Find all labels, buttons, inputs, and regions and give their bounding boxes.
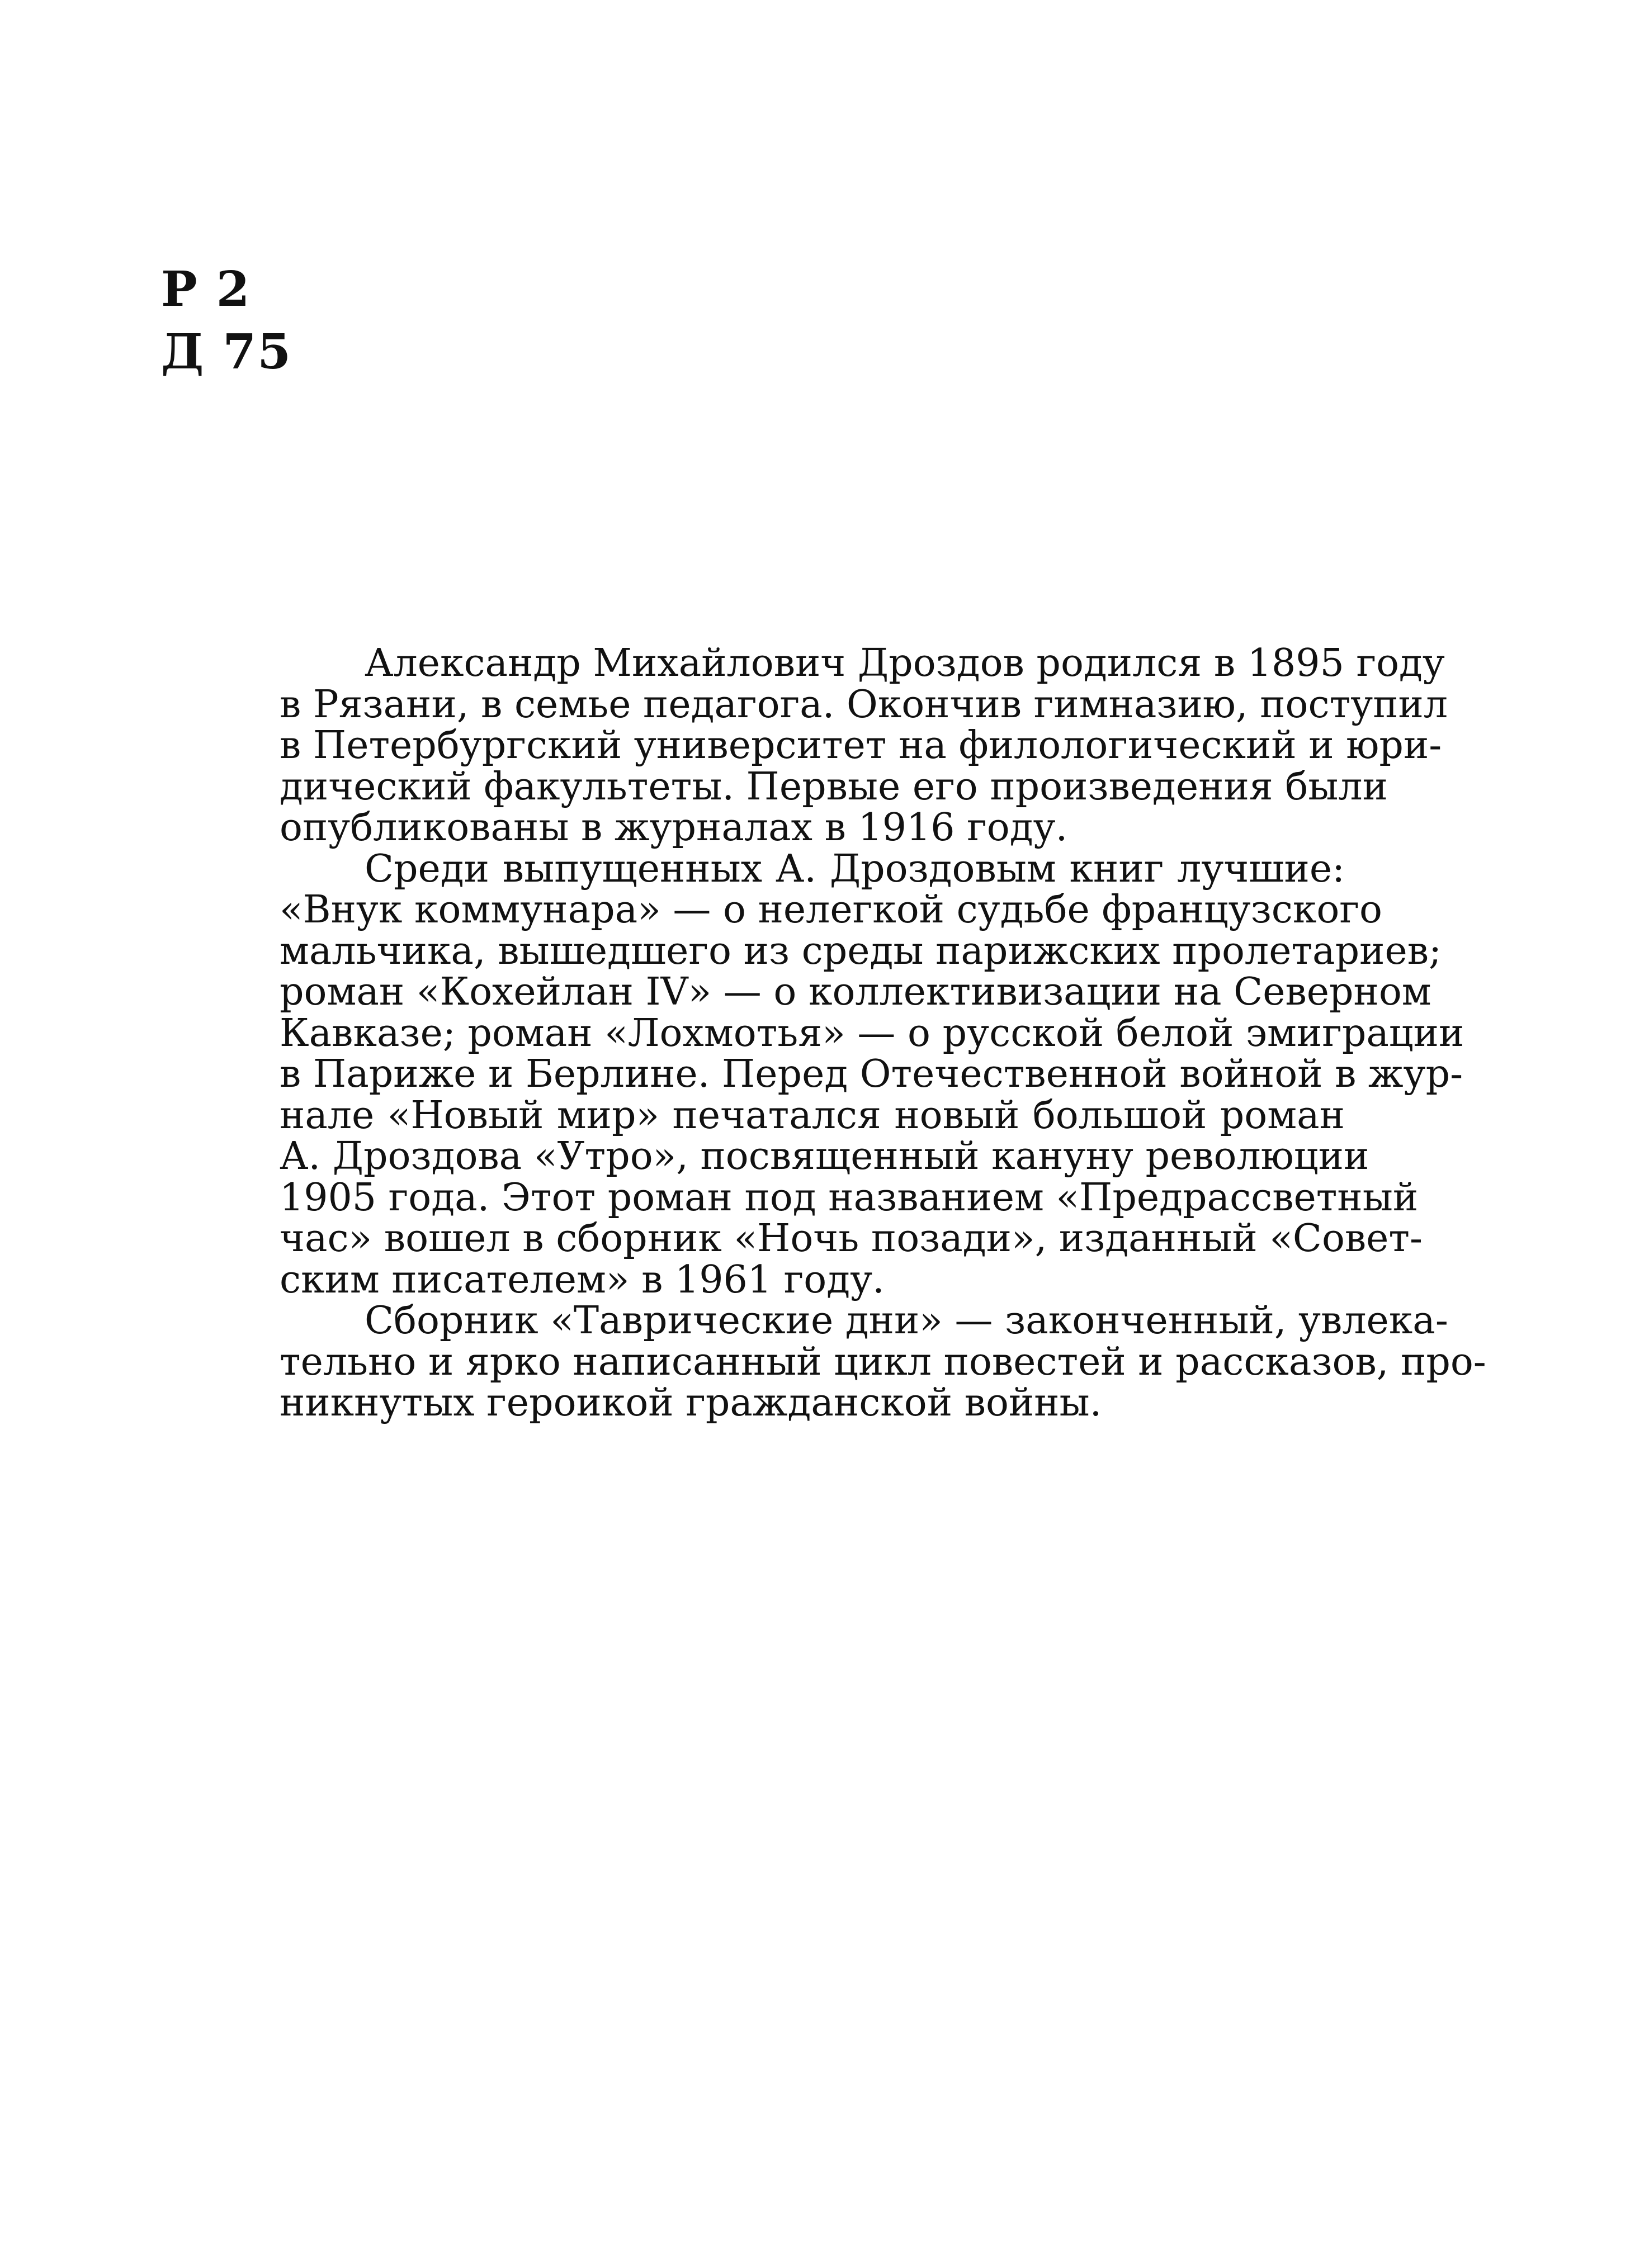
text-line: А. Дроздова «Утро», посвященный кануну революции [280,1134,1369,1178]
classification-code: Р 2 [161,261,251,318]
text-line: в Париже и Берлине. Перед Отечественной войной в жур- [280,1052,1463,1096]
paragraph-collection [280,1299,1486,1425]
text-line: дический факультеты. Первые его произведения были [280,764,1388,809]
author-annotation [280,641,1486,1425]
text-line: нале «Новый мир» печатался новый большой роман [280,1093,1345,1138]
text-line: Сборник «Таврические дни» — законченный, увлека- [365,1299,1448,1343]
text-line: Александр Михайлович Дроздов родился в 1895 году [365,641,1445,685]
paragraph-biography [280,641,1448,850]
library-classification-index [161,258,292,383]
text-line: мальчика, вышедшего из среды парижских пролетариев; [280,929,1442,973]
text-line: час» вошел в сборник «Ночь позади», изданный «Совет- [280,1216,1423,1261]
text-line: в Рязани, в семье педагога. Окончив гимназию, поступил [280,682,1448,727]
text-line: ским писателем» в 1961 году. [280,1257,885,1302]
text-line: Среди выпущенных А. Дроздовым книг лучшие: [365,846,1345,891]
text-line: 1905 года. Этот роман под названием «Предрассветный [280,1175,1419,1220]
author-mark: Д 75 [161,324,292,380]
paragraph-works [280,846,1464,1302]
text-line: в Петербургский университет на филологический и юри- [280,723,1442,768]
text-line: роман «Кохейлан IV» — о коллективизации на Северном [280,970,1431,1014]
text-line: Кавказе; роман «Лохмотья» — о русской белой эмиграции [280,1011,1464,1055]
text-line: никнутых героикой гражданской войны. [280,1381,1102,1425]
text-line: «Внук коммунара» — о нелегкой судьбе французского [280,888,1382,932]
text-line: тельно и ярко написанный цикл повестей и рассказов, про- [280,1339,1486,1384]
text-line: опубликованы в журналах в 1916 году. [280,806,1068,850]
